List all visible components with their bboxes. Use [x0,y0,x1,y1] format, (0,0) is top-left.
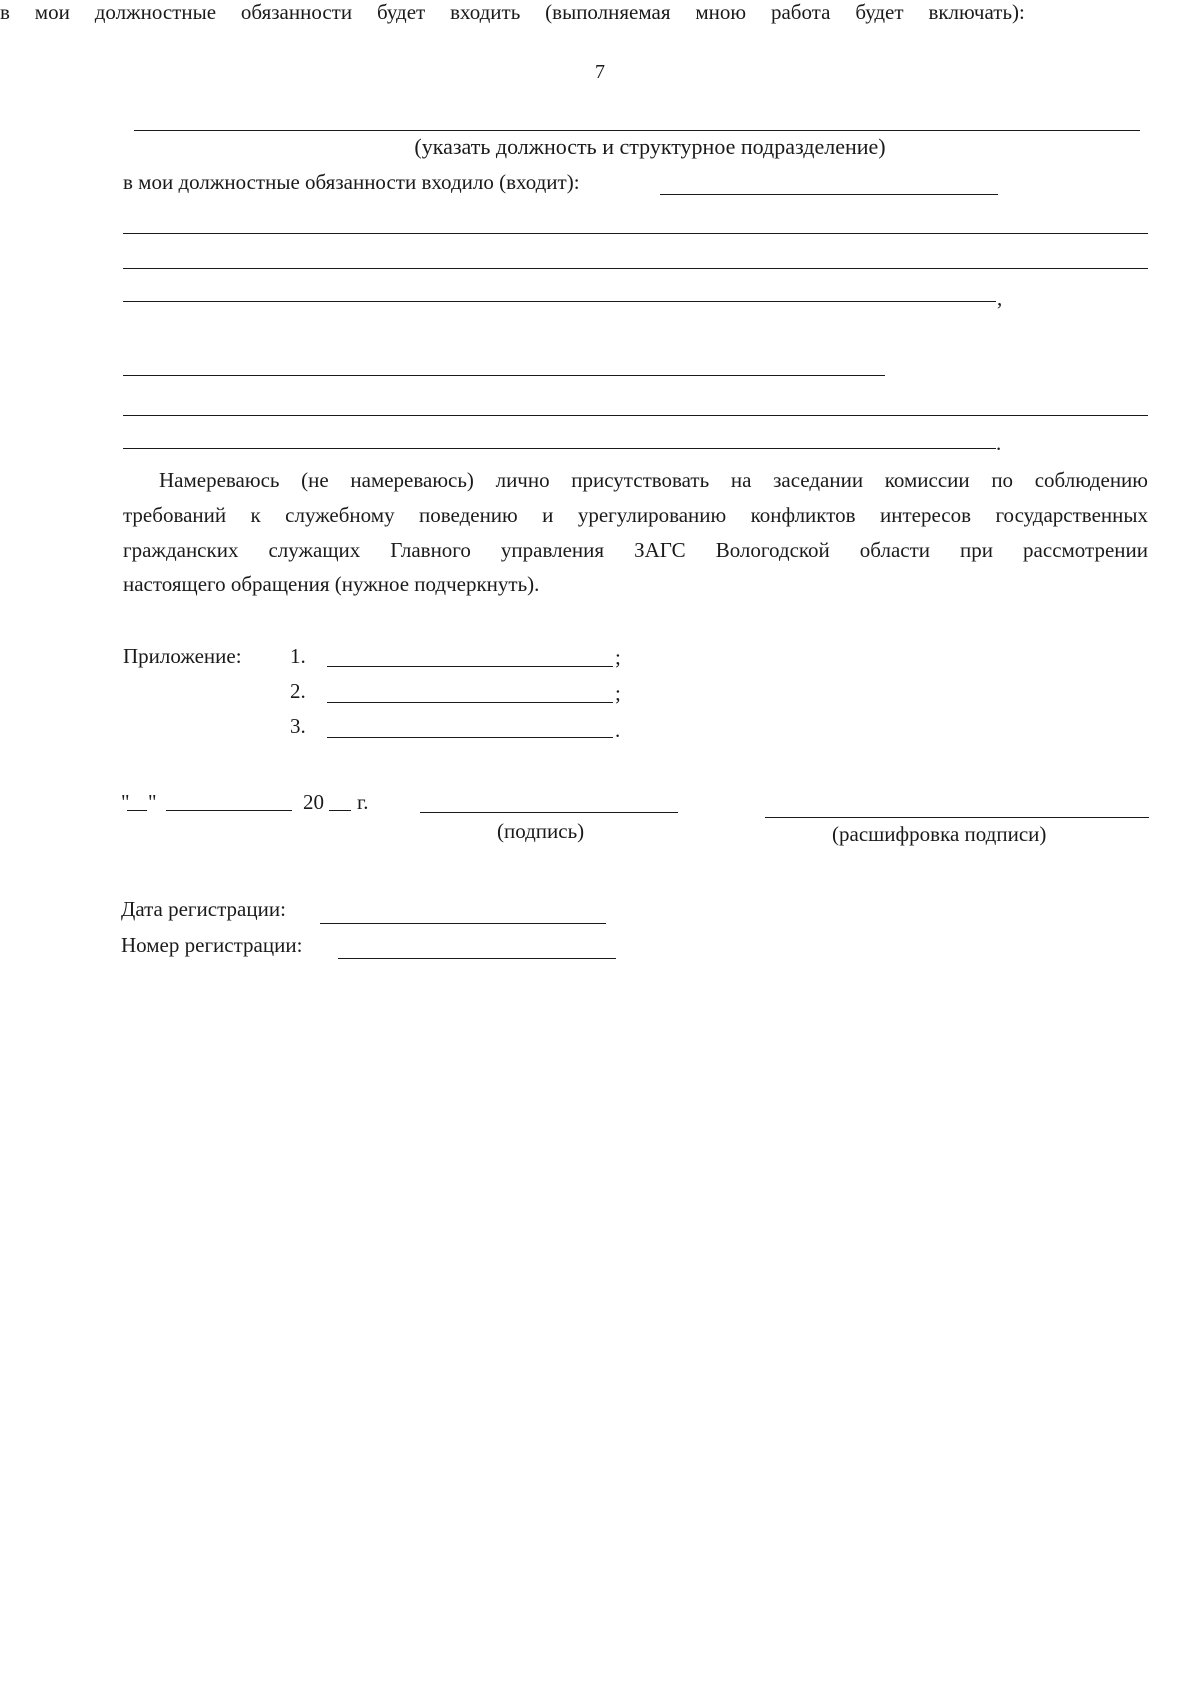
future-duties-line-2[interactable] [123,415,1148,416]
future-duties-word: будет [855,0,904,24]
attachment-line-3[interactable] [327,737,613,738]
intent-line-3: гражданских служащих Главного управления ЗАГС Вологодской области при рассмотрении [123,538,1148,562]
future-duties-word: мною [695,0,747,24]
signature-decode-caption: (расшифровка подписи) [832,822,1047,846]
attachment-line-1[interactable] [327,666,613,667]
future-duties-word: в [0,0,10,24]
date-month-line[interactable] [166,810,292,811]
date-day-line[interactable] [127,810,147,811]
current-duties-line-2[interactable] [123,233,1148,234]
position-input-line[interactable] [134,130,1140,131]
current-duties-label: в мои должностные обязанности входило (входит): [123,170,580,194]
future-duties-line-1[interactable] [123,375,885,376]
attachment-end: ; [615,645,621,669]
current-duties-line-1[interactable] [660,194,998,195]
future-duties-word: будет [376,0,426,24]
registration-number-line[interactable] [338,958,616,959]
future-duties-word: работа [770,0,831,24]
future-duties-word: обязанности [240,0,353,24]
attachment-end: ; [615,681,621,705]
position-caption: (указать должность и структурное подразделение) [414,134,886,159]
signature-line[interactable] [420,812,678,813]
current-duties-end-comma: , [997,286,1003,310]
intent-line-4: настоящего обращения (нужное подчеркнуть). [123,572,540,596]
attachment-end: . [615,718,621,742]
attachment-number: 2. [290,679,306,703]
current-duties-line-3[interactable] [123,268,1148,269]
registration-date-label: Дата регистрации: [121,897,286,921]
date-year-prefix: 20 [303,790,324,814]
date-quote-open: " [121,790,130,814]
future-duties-word: мои [34,0,70,24]
date-year-suffix: г. [357,790,369,814]
attachment-number: 1. [290,644,306,668]
future-duties-label [0,0,1025,25]
future-duties-line-3[interactable] [123,448,996,449]
registration-date-line[interactable] [320,923,606,924]
current-duties-line-4[interactable] [123,301,996,302]
intent-line-2: требований к служебному поведению и урегулированию конфликтов интересов государственных [123,503,1148,527]
date-quote-close: " [148,790,157,814]
future-duties-word: (выполняемая [545,0,671,24]
attachment-line-2[interactable] [327,702,613,703]
future-duties-end-period: . [996,431,1002,455]
attachments-label: Приложение: [123,644,242,668]
future-duties-word: включать): [928,0,1025,24]
future-duties-word: должностные [94,0,217,24]
intent-line-1: Намереваюсь (не намереваюсь) лично присутствовать на заседании комиссии по соблюдению [159,468,1148,492]
signature-caption: (подпись) [497,819,585,843]
attachment-number: 3. [290,714,306,738]
future-duties-word: входить [450,0,521,24]
date-year-line[interactable] [329,810,351,811]
signature-decode-line[interactable] [765,817,1149,818]
registration-number-label: Номер регистрации: [121,933,303,957]
page-number: 7 [595,61,605,83]
